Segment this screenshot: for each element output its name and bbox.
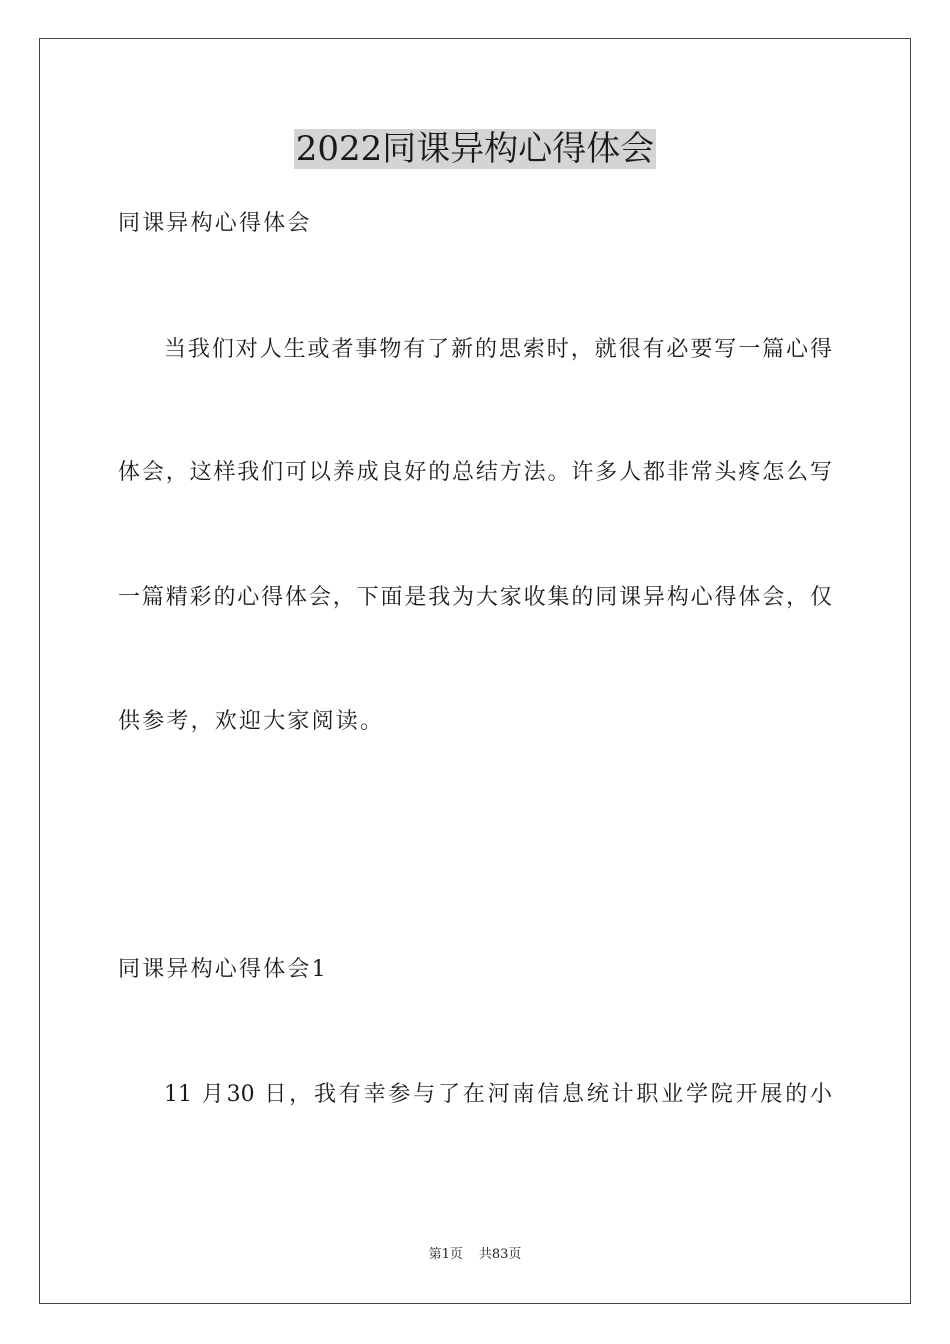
paragraph-line: 当我们对人生或者事物有了新的思索时，就很有必要写一篇心得 [164, 337, 832, 362]
page-total: 共83页 [478, 1247, 522, 1262]
document-title [0, 128, 950, 170]
document-title-text: 2022同课异构心得体会 [295, 129, 655, 169]
document-subtitle: 同课异构心得体会 [118, 211, 312, 236]
section-heading: 同课异构心得体会1 [118, 957, 328, 982]
page-number: 第1页 [428, 1247, 463, 1262]
paragraph-line: 11 月30 日，我有幸参与了在河南信息统计职业学院开展的小 [164, 1082, 832, 1107]
page-footer [0, 1246, 950, 1264]
paragraph-line: 体会，这样我们可以养成良好的总结方法。许多人都非常头疼怎么写 [118, 460, 832, 485]
paragraph-line: 供参考，欢迎大家阅读。 [118, 709, 385, 734]
paragraph-line: 一篇精彩的心得体会，下面是我为大家收集的同课异构心得体会，仅 [118, 585, 832, 610]
